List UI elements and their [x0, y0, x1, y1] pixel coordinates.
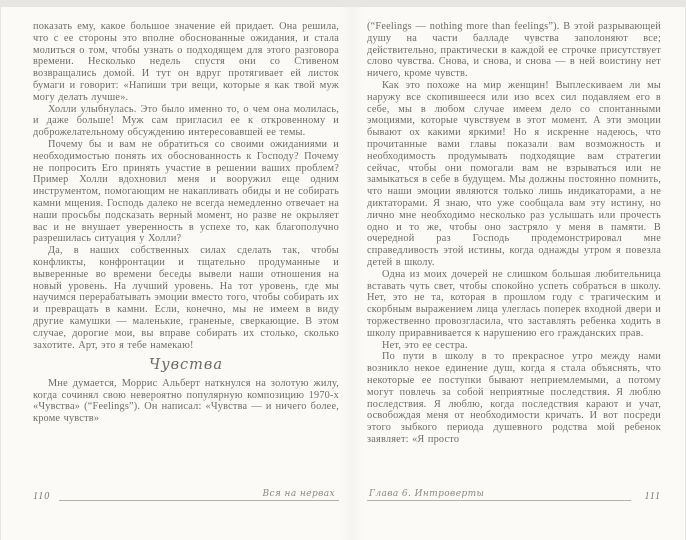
paragraph: Мне думается, Моррис Альберт наткнулся на золотую жилу, когда сочинял свою невероятно популярную композицию 1970-х «Чувства» (“Feelings”). Он написал: «Чувства — и ничего более, кроме чувств»: [33, 377, 339, 425]
paragraph: Одна из моих дочерей не слишком большая любительница вставать чуть свет, чтобы спокойно успеть собраться в школу. Нет, это не та, которая в прошлом году с трагическим и скорбным выражением лица улеглась поперек входной двери и торжественно провозгласила, что заставлять ребенка ходить в школу приравнивается к нарушению его гражданских прав.: [367, 268, 661, 339]
paragraph: Почему бы и вам не обратиться со своими ожиданиями и необходимостью понять их обоснованность к Господу? Почему не попросить Его принять участие в решении ваших проблем? Пример Холли вдохновил меня и вооружил еще одним инструментом, помогающим не накапливать обиды и не собирать камни мщения. Господь далеко не всегда немедленно отвечает на наши просьбы подсказать верный момент, но разве не окрыляет вас и не внушает уверенность в успехе то, как благополучно разрешилась ситуация у Холли?: [33, 138, 339, 245]
paragraph: показать ему, какое большое значение ей придает. Она решила, что с ее стороны это вполне обоснованные ожидания, и стала молиться о том, чтобы узнать о подходящем для этого разговора времени. Несколько недель спустя они со Стивеном возвращались домой. И тут он вдруг протягивает ей листок бумаги и говорит: «Напиши три вещи, которые я как твой муж могу делать лучше».: [33, 21, 339, 103]
scan-edge: [0, 0, 686, 7]
paragraph: (“Feelings — nothing more than feelings”). В этой разрывающей душу на части балладе чувства заполоняют все; действительно, практически в каждой ее строчке присутствует слово чувства. Снова, и снова, и снова — в ней воистину нет ничего, кроме чувств.: [367, 21, 661, 80]
book-spread: [1, 7, 685, 540]
running-title: Вся на нервах: [262, 489, 335, 499]
footer-rule-right: [367, 500, 631, 501]
page-gutter: [339, 7, 365, 540]
section-heading: Чувства: [148, 357, 223, 374]
footer-rule-left: [59, 500, 339, 501]
footer-right: [367, 488, 661, 503]
page-number-left: 110: [33, 491, 51, 502]
page-right: [367, 21, 661, 483]
paragraph: По пути в школу в то прекрасное утро между нами возникло некое единение душ, когда я стала объяснять, что некоторые ее поступки бывают неприемлемыми, а потому могут повлечь за собой неприятные последствия. Я люблю последствия. Я люблю, когда последствия карают и учат, освобождая меня от необходимости кричать. И вот посреди этого зыбкого периода душевного родства мой ребенок заявляет: «Я просто: [367, 351, 661, 445]
paragraph: Да, в наших собственных силах сделать так, чтобы конфликты, конфронтации и тщательно продуманные и выверенные во времени беседы вывели наши отношения на новый уровень. На лучший уровень. На тот уровень, где мы научимся перерабатывать эмоции вместо того, чтобы собирать их и превращать в камни. Если, конечно, мы не имеем в виду другие камушки — маленькие, граненые, сверкающие. В этом случае, дорогие мои, вы вправе собирать их столько, сколько захотите. Арт, это я тебе намекаю!: [33, 245, 339, 351]
paragraph: Нет, это ее сестра.: [382, 339, 468, 351]
paragraph: Холли улыбнулась. Это было именно то, о чем она молилась, и даже больше! Муж сам пригласил ее к откровенному и доброжелательному обсуждению интересовавшей ее темы.: [33, 103, 339, 139]
page-number-right: 111: [644, 491, 661, 502]
footer-left: [33, 488, 339, 503]
page-left: [33, 21, 339, 483]
chapter-title: Глава 6. Интроверты: [369, 489, 485, 499]
paragraph: Как это похоже на мир женщин! Выплескиваем ли мы наружу все скопившееся или изо всех сил подавляем его в себе, мы в любом случае имеем дело со спонтанными эмоциями, которые чувствуем в этот момент. А эти эмоции бывают ох какими яркими! Но я искренне надеюсь, что прочитанные вами главы показали вам возможность и необходимость продумывать подходящие вам стратегии сейчас, чтобы они помогали вам не взрываться или не замыкаться в себе в будущем. Мы должны постоянно помнить, что наши эмоции являются только лишь индикаторами, а не диктаторами. Я знаю, что уже сообщала вам эту истину, но лично мне необходимо несколько раз услышать или прочесть одно и то же, чтобы оно застряло у меня в памяти. В очередной раз Господь продемонстрировал мне справедливость этой истины, когда однажды утром я повезла детей в школу.: [367, 79, 661, 268]
